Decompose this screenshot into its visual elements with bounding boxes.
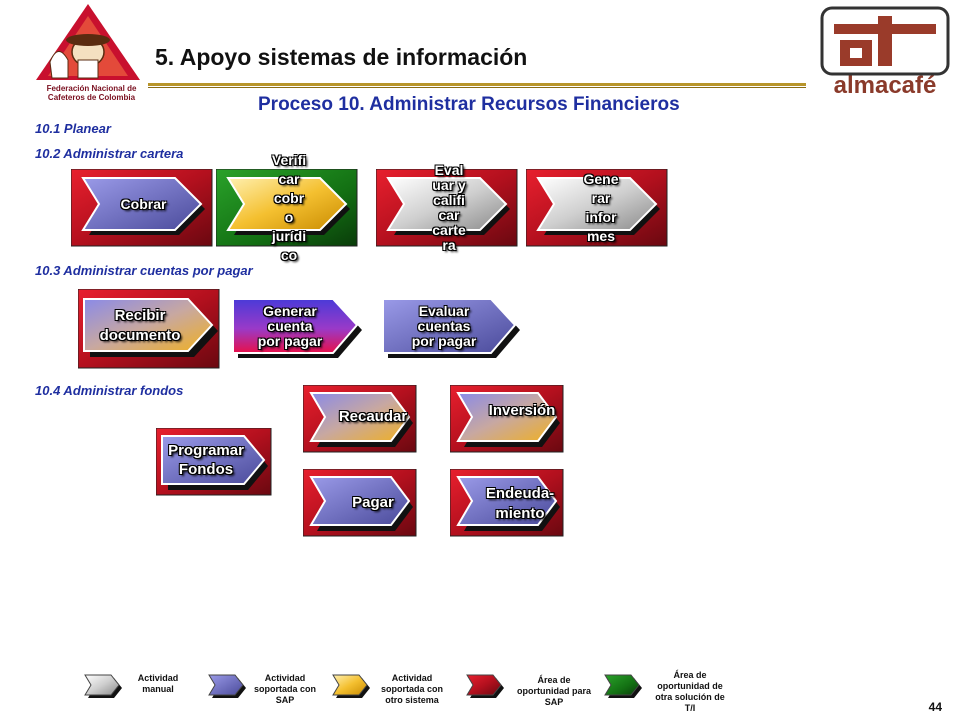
legend-sap-text: Actividad soportada con SAP [253, 673, 316, 705]
activity-recibir-label: Recibir documento [99, 307, 181, 344]
legend-area-other-text: Área de oportunidad de otra solución de T/I [655, 670, 725, 713]
activity-generar-informes-label: Gene rar infor mes [583, 171, 619, 244]
page-number: 44 [928, 700, 942, 714]
page-title: 5. Apoyo sistemas de información [155, 44, 528, 70]
activity-endeudamiento[interactable] [450, 469, 564, 537]
activity-endeudamiento-label: Endeuda- miento [485, 485, 555, 522]
almacafe-logo [820, 6, 950, 76]
legend-other-text: Actividad soportada con otro sistema [380, 673, 443, 705]
activity-evaluar-label: Eval uar y califi car carte ra [432, 162, 466, 253]
activity-pagar-label: Pagar [352, 494, 394, 511]
fnc-logo-line2: Cafeteros de Colombia [47, 93, 136, 102]
activity-verificar-label: Verifi car cobr o jurídi co [271, 152, 307, 263]
legend-sap-icon [208, 674, 248, 700]
activity-generar-informes[interactable] [526, 169, 668, 247]
legend-area-other-icon [604, 674, 644, 700]
activity-evaluar-cuentas-por-pagar[interactable] [382, 298, 522, 360]
activity-pagar[interactable] [303, 469, 417, 537]
activity-programar-label: Programar Fondos [168, 442, 244, 478]
section-cuentas: 10.3 Administrar cuentas por pagar [35, 263, 253, 278]
activity-recaudar-label: Recaudar [338, 408, 408, 425]
section-cartera: 10.2 Administrar cartera [35, 146, 184, 161]
activity-verificar-cobro-juridico[interactable] [216, 152, 358, 263]
activity-generar-cuenta-label: Generar cuenta por pagar [257, 302, 323, 349]
activity-cobrar[interactable] [71, 169, 213, 247]
legend-area-sap-icon [466, 674, 506, 700]
activity-generar-cuenta-por-pagar[interactable] [232, 298, 364, 360]
activity-inversion[interactable] [450, 385, 564, 453]
legend-other-icon [332, 674, 372, 700]
almacafe-logo-text: almacafé [833, 72, 937, 99]
title-rule [148, 83, 806, 86]
section-fondos: 10.4 Administrar fondos [35, 383, 184, 398]
process-subtitle: Proceso 10. Administrar Recursos Financieros [258, 94, 680, 115]
activity-evaluar-cuentas-label: Evaluar cuentas por pagar [411, 302, 477, 349]
legend-manual-text: Actividad manual [137, 673, 179, 694]
activity-evaluar-calificar-cartera[interactable] [376, 162, 518, 253]
legend-area-sap-text: Área de oportunidad para SAP [517, 675, 591, 707]
section-planear: 10.1 Planear [35, 121, 111, 136]
activity-inversion-label: Inversión [488, 402, 556, 419]
title-rule-shadow [148, 87, 806, 88]
activity-recibir-documento[interactable] [78, 289, 220, 369]
activity-recaudar[interactable] [303, 385, 417, 453]
activity-programar-fondos[interactable] [156, 428, 272, 496]
activity-cobrar-label: Cobrar [120, 196, 167, 212]
fnc-logo-line1: Federación Nacional de [46, 84, 137, 93]
